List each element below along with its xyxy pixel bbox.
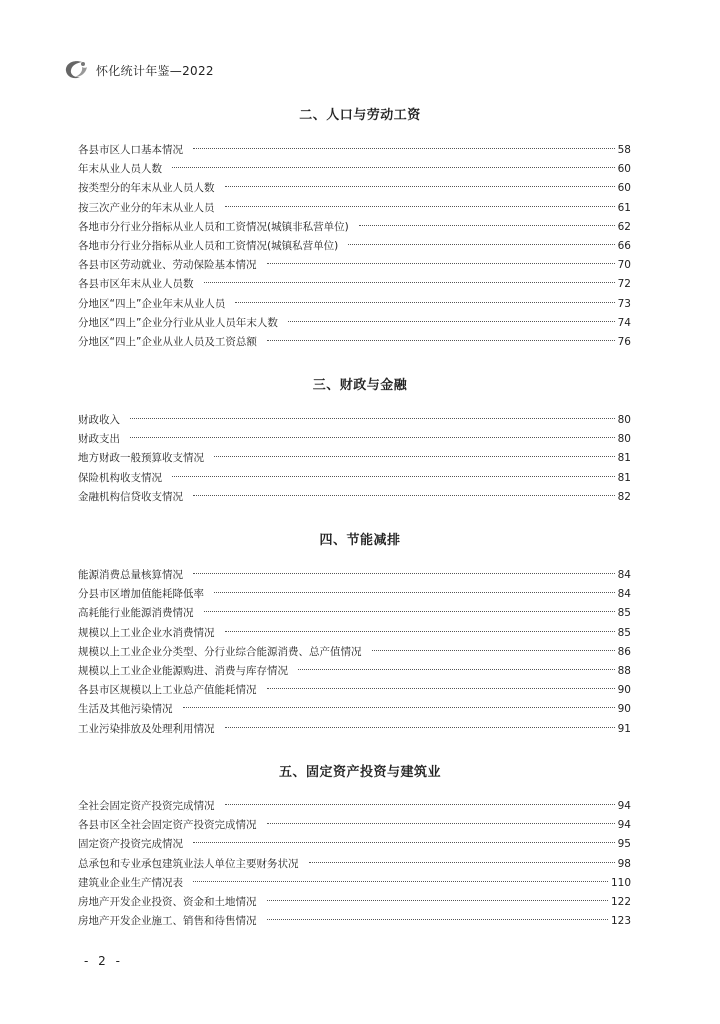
- toc-entry-page: 110: [610, 876, 631, 889]
- toc-entry-page: 81: [617, 471, 631, 484]
- toc-entry-title: 地方财政一般预算收支情况: [78, 452, 204, 465]
- toc-list-energy-saving: [78, 566, 631, 739]
- dot-leader: [359, 225, 615, 226]
- toc-entry-page: 84: [617, 588, 631, 601]
- section-title-investment-construction: 五、固定资产投资与建筑业: [278, 765, 441, 780]
- toc-entry-page: 88: [617, 664, 631, 677]
- toc-entry[interactable]: [78, 566, 631, 585]
- dot-leader: [267, 823, 615, 824]
- toc-entry-page: 84: [617, 569, 631, 581]
- toc-entry[interactable]: [78, 681, 631, 700]
- toc-entry-page: 72: [617, 278, 631, 291]
- toc-entry-title: 按类型分的年末从业人员人数: [78, 182, 215, 195]
- section-title-population-labor: 二、人口与劳动工资: [299, 108, 421, 123]
- toc-entry[interactable]: [78, 141, 631, 160]
- dot-leader: [225, 727, 615, 728]
- section-title-finance: 三、财政与金融: [312, 378, 408, 393]
- dot-leader: [130, 437, 615, 438]
- toc-entry-page: 61: [617, 201, 631, 214]
- toc-entry-title: 按三次产业分的年末从业人员: [78, 201, 215, 214]
- dot-leader: [372, 650, 615, 651]
- toc-entry[interactable]: [78, 662, 631, 681]
- dot-leader: [193, 881, 608, 882]
- toc-entry[interactable]: [78, 237, 631, 256]
- toc-entry[interactable]: [78, 797, 631, 816]
- toc-entry-title: 分地区“四上”企业分行业从业人员年末人数: [78, 316, 278, 329]
- dot-leader: [348, 244, 614, 245]
- toc-entry-title: 分县市区增加值能耗降低率: [78, 588, 204, 601]
- toc-entry-title: 各地市分行业分指标从业人员和工资情况(城镇非私营单位): [78, 220, 349, 233]
- toc-entry-title: 建筑业企业生产情况表: [78, 876, 183, 889]
- toc-entry[interactable]: [78, 874, 631, 893]
- dot-leader: [193, 573, 615, 574]
- toc-entry-page: 82: [617, 490, 631, 503]
- dot-leader: [193, 495, 615, 496]
- toc-entry-title: 各县市区全社会固定资产投资完成情况: [78, 819, 257, 832]
- toc-entry[interactable]: [78, 199, 631, 218]
- toc-entry-title: 分地区“四上”企业年末从业人员: [78, 297, 226, 310]
- dot-leader: [288, 321, 615, 322]
- dot-leader: [298, 669, 615, 670]
- toc-entry[interactable]: [78, 275, 631, 294]
- dot-leader: [267, 919, 608, 920]
- toc-entry-title: 各地市分行业分指标从业人员和工资情况(城镇私营单位): [78, 239, 339, 252]
- header-title: 怀化统计年鉴—2022: [96, 63, 214, 78]
- toc-entry[interactable]: [78, 179, 631, 198]
- toc-entry-page: 123: [610, 915, 631, 928]
- toc-entry-title: 房地产开发企业施工、销售和待售情况: [78, 915, 257, 928]
- toc-entry-page: 94: [617, 819, 631, 832]
- toc-entry-title: 固定资产投资完成情况: [78, 838, 183, 851]
- toc-entry[interactable]: [78, 604, 631, 623]
- toc-entry[interactable]: [78, 700, 631, 719]
- toc-entry-page: 122: [610, 895, 631, 908]
- toc-entry-title: 生活及其他污染情况: [78, 703, 173, 716]
- toc-entry-title: 能源消费总量核算情况: [78, 569, 183, 581]
- toc-entry[interactable]: [78, 816, 631, 835]
- toc-list-finance: [78, 411, 631, 507]
- toc-entry[interactable]: [78, 893, 631, 912]
- toc-entry[interactable]: [78, 160, 631, 179]
- toc-entry-page: 80: [617, 414, 631, 426]
- toc-entry-page: 86: [617, 645, 631, 658]
- toc-entry-page: 60: [617, 182, 631, 195]
- toc-entry[interactable]: [78, 295, 631, 314]
- toc-entry-title: 分地区“四上”企业从业人员及工资总额: [78, 335, 257, 348]
- toc-entry-title: 金融机构信贷收支情况: [78, 490, 183, 503]
- toc-entry-title: 规模以上工业企业分类型、分行业综合能源消费、总产值情况: [78, 645, 362, 658]
- toc-entry[interactable]: [78, 256, 631, 275]
- toc-entry[interactable]: [78, 314, 631, 333]
- toc-entry-page: 76: [617, 335, 631, 348]
- toc-entry-page: 81: [617, 452, 631, 465]
- toc-entry-title: 各县市区年末从业人员数: [78, 278, 194, 291]
- toc-entry-page: 80: [617, 433, 631, 446]
- toc-entry-page: 90: [617, 703, 631, 716]
- toc-entry-title: 年末从业人员人数: [78, 163, 162, 176]
- toc-entry[interactable]: [78, 449, 631, 468]
- dot-leader: [235, 302, 614, 303]
- dot-leader: [225, 186, 615, 187]
- toc-entry-page: 73: [617, 297, 631, 310]
- toc-list-investment-construction: [78, 797, 631, 931]
- toc-entry-title: 保险机构收支情况: [78, 471, 162, 484]
- toc-entry-title: 工业污染排放及处理利用情况: [78, 722, 215, 735]
- yearbook-logo-icon: [62, 58, 90, 82]
- toc-entry[interactable]: [78, 835, 631, 854]
- toc-entry-page: 62: [617, 220, 631, 233]
- toc-entry-page: 85: [617, 607, 631, 620]
- dot-leader: [193, 842, 615, 843]
- dot-leader: [267, 900, 608, 901]
- toc-entry[interactable]: [78, 912, 631, 931]
- toc-entry-title: 全社会固定资产投资完成情况: [78, 800, 215, 812]
- toc-entry-page: 60: [617, 163, 631, 176]
- dot-leader: [225, 804, 615, 805]
- toc-entry-title: 规模以上工业企业水消费情况: [78, 626, 215, 639]
- toc-entry-title: 财政支出: [78, 433, 120, 446]
- dot-leader: [204, 611, 615, 612]
- toc-entry[interactable]: [78, 488, 631, 507]
- toc-entry-page: 98: [617, 857, 631, 870]
- toc-entry-page: 70: [617, 259, 631, 272]
- toc-entry[interactable]: [78, 585, 631, 604]
- toc-entry-page: 66: [617, 239, 631, 252]
- toc-entry-title: 规模以上工业企业能源购进、消费与库存情况: [78, 664, 288, 677]
- toc-entry-title: 各县市区人口基本情况: [78, 144, 183, 156]
- dot-leader: [130, 418, 615, 419]
- toc-entry-page: 74: [617, 316, 631, 329]
- toc-entry-page: 95: [617, 838, 631, 851]
- toc-entry-title: 总承包和专业承包建筑业法人单位主要财务状况: [78, 857, 299, 870]
- toc-entry[interactable]: [78, 469, 631, 488]
- toc-entry[interactable]: [78, 333, 631, 352]
- toc-entry-title: 财政收入: [78, 414, 120, 426]
- toc-entry-title: 高耗能行业能源消费情况: [78, 607, 194, 620]
- dot-leader: [193, 148, 615, 149]
- toc-entry[interactable]: [78, 411, 631, 430]
- toc-entry[interactable]: [78, 643, 631, 662]
- toc-entry[interactable]: [78, 624, 631, 643]
- toc-entry[interactable]: [78, 720, 631, 739]
- dot-leader: [172, 476, 615, 477]
- running-header: [62, 58, 214, 82]
- dot-leader: [214, 456, 615, 457]
- toc-entry-page: 85: [617, 626, 631, 639]
- toc-entry-title: 房地产开发企业投资、资金和土地情况: [78, 895, 257, 908]
- dot-leader: [172, 167, 615, 168]
- dot-leader: [225, 206, 615, 207]
- toc-entry-page: 90: [617, 684, 631, 697]
- dot-leader: [204, 282, 615, 283]
- dot-leader: [214, 592, 615, 593]
- toc-entry-page: 58: [617, 144, 631, 156]
- toc-list-population-labor: [78, 141, 631, 352]
- dot-leader: [267, 263, 615, 264]
- toc-entry[interactable]: [78, 218, 631, 237]
- dot-leader: [183, 707, 615, 708]
- dot-leader: [309, 862, 615, 863]
- dot-leader: [267, 688, 615, 689]
- toc-entry-title: 各县市区规模以上工业总产值能耗情况: [78, 684, 257, 697]
- toc-entry[interactable]: [78, 855, 631, 874]
- section-title-energy-saving: 四、节能减排: [319, 533, 401, 548]
- dot-leader: [225, 631, 615, 632]
- toc-entry-page: 91: [617, 722, 631, 735]
- page-number: - 2 -: [84, 954, 123, 968]
- toc-entry-title: 各县市区劳动就业、劳动保险基本情况: [78, 259, 257, 272]
- dot-leader: [267, 340, 615, 341]
- toc-entry-page: 94: [617, 800, 631, 812]
- toc-entry[interactable]: [78, 430, 631, 449]
